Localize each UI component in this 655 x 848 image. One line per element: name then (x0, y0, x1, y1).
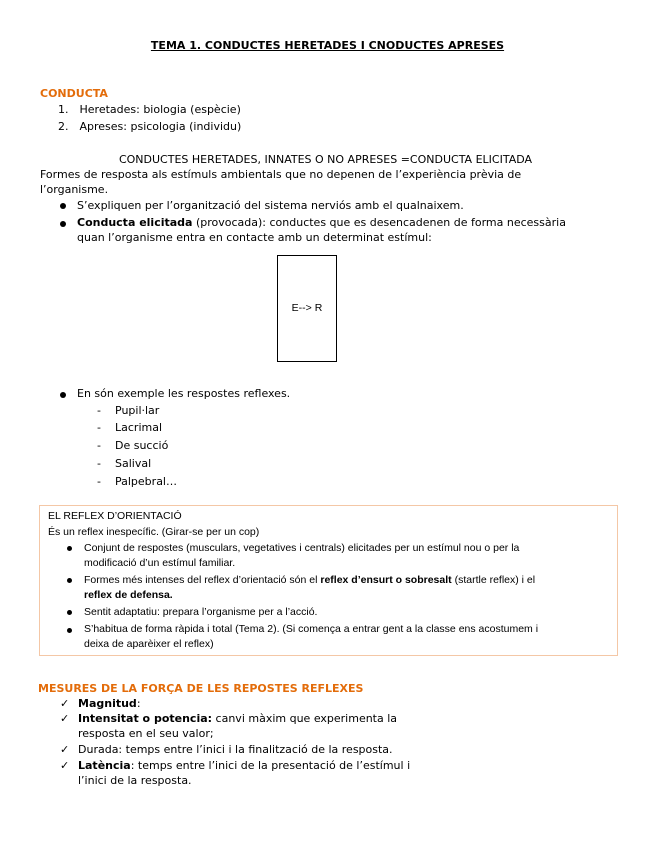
bullet-icon (67, 610, 72, 615)
bullet-text: Conjunt de respostes (musculars, vegetatives i centrals) elicitades per un estímul nou o per la (84, 542, 520, 554)
page-title: TEMA 1. CONDUCTES HERETADES I CNODUCTES APRESES (150, 39, 505, 52)
check-item-cont: l’inici de la resposta. (78, 774, 192, 787)
bold-term: reflex d’ensurt o sobresalt (320, 574, 452, 586)
bold-term: Conducta elicitada (77, 216, 193, 229)
bullet-text: S’expliquen per l’organització del sistema nerviós amb el qualnaixem. (77, 199, 464, 212)
check-item: Durada: temps entre l’inici i la finalització de la resposta. (78, 743, 393, 756)
bullet-icon (67, 546, 72, 551)
dash-marker: - (97, 404, 101, 417)
dash-marker: - (97, 439, 101, 452)
reflex-item: Salival (115, 457, 152, 470)
list-item (58, 119, 241, 134)
orientacio-heading: EL REFLEX D’ORIENTACIÓ (48, 510, 182, 522)
check-item-cont: resposta en el seu valor; (78, 727, 214, 740)
dash-marker: - (97, 421, 101, 434)
bullet-text-cont: modificació d’un estímul familiar. (84, 557, 236, 569)
reflex-item: Pupil·lar (115, 404, 160, 417)
orientacio-subtitle: És un reflex inespecífic. (Girar-se per un cop) (48, 526, 260, 538)
bullet-icon (60, 203, 66, 209)
checkmark-icon: ✓ (60, 759, 70, 772)
list-text: Heretades: biologia (espècie) (79, 103, 241, 116)
elicitada-paragraph-line: l’organisme. (40, 183, 109, 196)
bullet-text: Sentit adaptatiu: prepara l’organisme per a l’acció. (84, 606, 318, 618)
dash-marker: - (97, 457, 101, 470)
reflex-item: Lacrimal (115, 421, 163, 434)
bullet-text: En són exemple les respostes reflexes. (77, 387, 291, 400)
diagram-label: E--> R (291, 302, 323, 314)
conducta-heading: CONDUCTA (40, 87, 108, 100)
mesures-heading: MESURES DE LA FORÇA DE LES REPOSTES REFLEXES (38, 682, 364, 695)
bullet-text: Conducta elicitada (provocada): conductes que es desencadenen de forma necessària (77, 216, 566, 229)
bullet-text: Formes més intenses del reflex d’orientació són el reflex d’ensurt o sobresalt (startle reflex) i el (84, 574, 536, 586)
reflex-item: De succió (115, 439, 169, 452)
bullet-text-cont: quan l’organisme entra en contacte amb un determinat estímul: (77, 231, 432, 244)
list-number: 1. (58, 103, 69, 116)
bullet-text-cont: deixa de aparèixer el reflex) (84, 638, 214, 650)
bold-term: Magnitud (78, 697, 137, 710)
checkmark-icon: ✓ (60, 697, 70, 710)
bold-term: Intensitat o potencia: (78, 712, 213, 725)
list-text: Apreses: psicologia (individu) (79, 120, 242, 133)
dash-marker: - (97, 475, 101, 488)
bold-term: Latència (78, 759, 131, 772)
bullet-icon (67, 628, 72, 633)
bullet-icon (67, 578, 72, 583)
list-number: 2. (58, 120, 69, 133)
bullet-text-cont (84, 588, 173, 603)
list-item (58, 102, 241, 117)
bullet-icon (60, 392, 66, 398)
check-item: Magnitud: (78, 697, 141, 710)
reflex-item: Palpebral… (115, 475, 177, 488)
bullet-icon (60, 221, 66, 227)
checkmark-icon: ✓ (60, 743, 70, 756)
elicitada-heading: CONDUCTES HERETADES, INNATES O NO APRESES =CONDUCTA ELICITADA (118, 153, 533, 166)
check-item: Latència: temps entre l’inici de la presentació de l’estímul i (78, 759, 411, 772)
check-item: Intensitat o potencia: canvi màxim que experimenta la (78, 712, 398, 725)
stimulus-response-diagram (277, 255, 337, 362)
bullet-text: S’habitua de forma ràpida i total (Tema 2). (Si comença a entrar gent a la classe ens acostumem i (84, 623, 539, 635)
elicitada-paragraph-line: Formes de resposta als estímuls ambientals que no depenen de l’experiència prèvia de (40, 168, 522, 181)
bold-term: reflex de defensa. (84, 589, 173, 601)
checkmark-icon: ✓ (60, 712, 70, 725)
